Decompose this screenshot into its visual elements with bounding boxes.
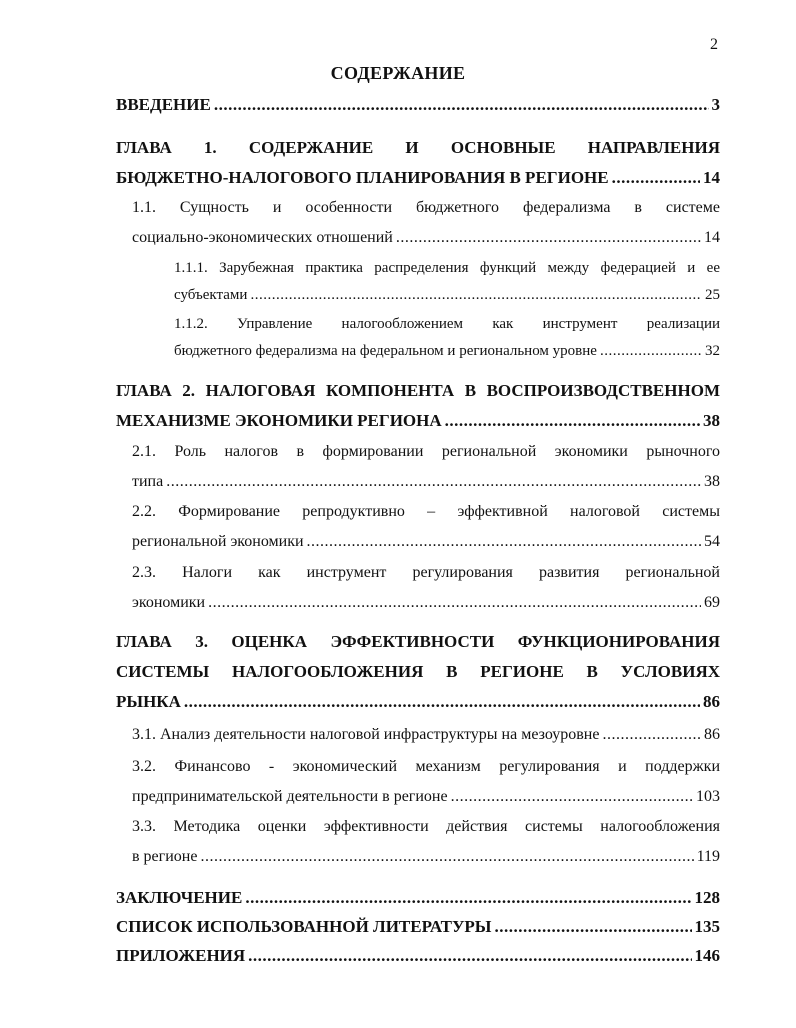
dot-leader xyxy=(200,842,693,872)
dot-leader xyxy=(451,782,693,812)
toc-entry-text: БЮДЖЕТНО-НАЛОГОВОГО ПЛАНИРОВАНИЯ В РЕГИОНЕ xyxy=(116,168,609,187)
dot-leader xyxy=(248,941,691,971)
toc-entry-text: 2.2. Формирование репродуктивно – эффективной налоговой системы xyxy=(132,503,720,520)
toc-entry-text: ГЛАВА 1. СОДЕРЖАНИЕ И ОСНОВНЫЕ НАПРАВЛЕНИЯ xyxy=(116,138,720,157)
dot-leader xyxy=(445,406,700,436)
toc-page-number: 25 xyxy=(705,287,720,303)
toc-page-number: 135 xyxy=(694,917,720,936)
toc-entry-text: 2.3. Налоги как инструмент регулирования развития региональной xyxy=(132,564,720,581)
toc-entry-intro[interactable] xyxy=(116,90,720,120)
toc-entry-section-2-1[interactable] xyxy=(132,437,720,497)
toc-entry-text: типа xyxy=(132,473,164,490)
toc-page-number: 14 xyxy=(704,229,720,246)
toc-entry-text: РЫНКА xyxy=(116,692,181,711)
toc-page-number: 128 xyxy=(694,888,720,907)
toc-entry-section-3-1[interactable] xyxy=(132,720,720,750)
toc-entry-text: бюджетного федерализма на федеральном и региональном уровне xyxy=(174,343,597,359)
toc-entry-text: ПРИЛОЖЕНИЯ xyxy=(116,946,246,965)
dot-leader xyxy=(600,338,702,365)
toc-entry-text: МЕХАНИЗМЕ ЭКОНОМИКИ РЕГИОНА xyxy=(116,411,442,430)
toc-entry-text: 3.2. Финансово - экономический механизм регулирования и поддержки xyxy=(132,758,720,775)
toc-entry-text: 1.1. Сущность и особенности бюджетного федерализма в системе xyxy=(132,199,720,216)
toc-page-number: 38 xyxy=(703,411,720,430)
toc-entry-text: ГЛАВА 3. ОЦЕНКА ЭФФЕКТИВНОСТИ ФУНКЦИОНИРОВАНИЯ xyxy=(116,632,720,651)
toc-entry-text: экономики xyxy=(132,594,206,611)
toc-entry-text: 2.1. Роль налогов в формировании региональной экономики рыночного xyxy=(132,443,720,460)
toc-entry-text: предпринимательской деятельности в регионе xyxy=(132,788,448,805)
toc-entry-text: СИСТЕМЫ НАЛОГООБЛОЖЕНИЯ В РЕГИОНЕ В УСЛОВИЯХ xyxy=(116,662,720,681)
dot-leader xyxy=(495,912,692,942)
toc-entry-conclusion[interactable] xyxy=(116,883,720,913)
page-title: СОДЕРЖАНИЕ xyxy=(330,63,466,83)
toc-entry-text: 3.3. Методика оценки эффективности действия системы налогообложения xyxy=(132,818,720,835)
dot-leader xyxy=(602,720,701,750)
toc-entry-chapter-1[interactable] xyxy=(116,133,720,193)
toc-entry-section-1-1[interactable] xyxy=(132,193,720,253)
toc-entry-text: ВВЕДЕНИЕ xyxy=(116,95,211,114)
toc-entry-references[interactable] xyxy=(116,912,720,942)
dot-leader xyxy=(214,90,709,120)
toc-entry-text: 1.1.2. Управление налогообложением как инструмент реализации xyxy=(174,316,720,332)
toc-page-number: 103 xyxy=(696,788,720,805)
toc-page-number: 54 xyxy=(704,533,720,550)
toc-page-number: 3 xyxy=(711,95,720,114)
dot-leader xyxy=(245,883,691,913)
toc-page-number: 38 xyxy=(704,473,720,490)
toc-entry-chapter-2[interactable] xyxy=(116,376,720,436)
toc-entry-section-1-1-2[interactable] xyxy=(174,311,720,365)
toc-page-number: 69 xyxy=(704,594,720,611)
dot-leader xyxy=(307,527,701,557)
toc-page-number: 86 xyxy=(703,692,720,711)
toc-entry-section-3-3[interactable] xyxy=(132,812,720,872)
dot-leader xyxy=(612,163,700,193)
toc-entry-text: социально-экономических отношений xyxy=(132,229,393,246)
dot-leader xyxy=(396,223,701,253)
toc-page-number: 86 xyxy=(704,726,720,743)
dot-leader xyxy=(166,467,701,497)
toc-entry-text: ЗАКЛЮЧЕНИЕ xyxy=(116,888,243,907)
toc-entry-text: 1.1.1. Зарубежная практика распределения функций между федерацией и ее xyxy=(174,260,720,276)
toc-entry-section-2-3[interactable] xyxy=(132,558,720,618)
toc-entry-text: региональной экономики xyxy=(132,533,304,550)
toc-page-number: 146 xyxy=(694,946,720,965)
toc-entry-text: СПИСОК ИСПОЛЬЗОВАННОЙ ЛИТЕРАТУРЫ xyxy=(116,917,492,936)
toc-entry-appendix[interactable] xyxy=(116,941,720,971)
toc-page-number: 32 xyxy=(705,343,720,359)
toc-entry-section-1-1-1[interactable] xyxy=(174,255,720,309)
toc-entry-text: 3.1. Анализ деятельности налоговой инфраструктуры на мезоуровне xyxy=(132,726,600,743)
toc-entry-text: ГЛАВА 2. НАЛОГОВАЯ КОМПОНЕНТА В ВОСПРОИЗВОДСТВЕННОМ xyxy=(116,381,720,400)
toc-entry-text: в регионе xyxy=(132,848,198,865)
dot-leader xyxy=(184,687,700,717)
toc-entry-section-2-2[interactable] xyxy=(132,497,720,557)
toc-entry-section-3-2[interactable] xyxy=(132,752,720,812)
toc-page-number: 14 xyxy=(703,168,720,187)
dot-leader xyxy=(208,588,701,618)
dot-leader xyxy=(250,282,702,309)
page-number: 2 xyxy=(710,36,718,53)
toc-page-number: 119 xyxy=(696,848,720,865)
toc-entry-text: субъектами xyxy=(174,287,248,303)
toc-entry-chapter-3[interactable] xyxy=(116,627,720,717)
